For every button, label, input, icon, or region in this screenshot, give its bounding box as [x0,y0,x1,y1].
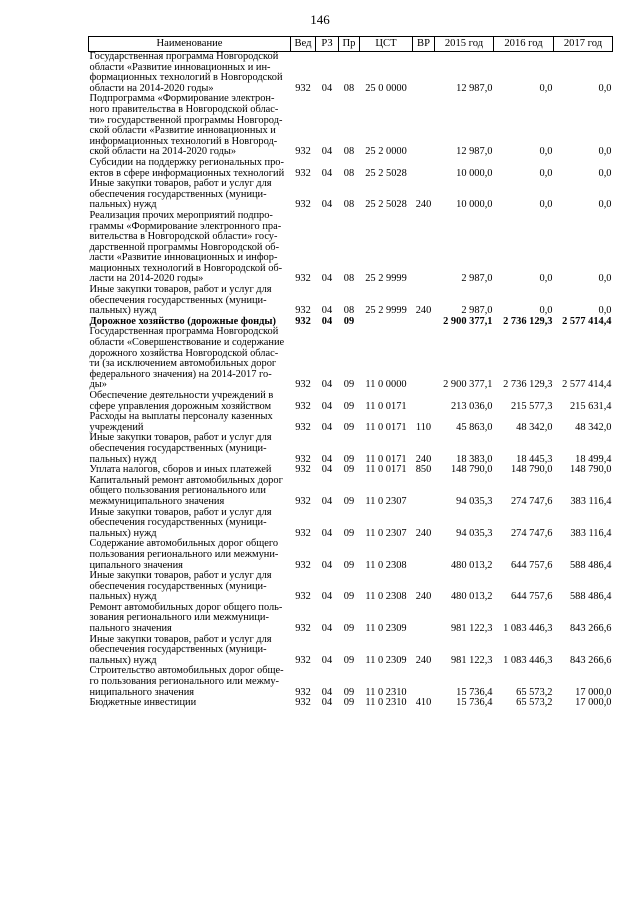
cell-name-line: пальных) нужд [89,654,157,666]
cell-2016: 0,0 [539,167,553,179]
cell-name-line: пальных) нужд [89,591,157,603]
cell-2017: 17 000,0 [575,697,612,709]
cell-2016: 274 747,6 [510,527,553,539]
cell-vr [413,327,435,391]
cell-vr [413,158,435,179]
cell-vr [413,476,435,508]
cell-pr: 09 [343,495,355,507]
cell-rz: 04 [321,379,333,391]
cell-rz: 04 [321,305,333,317]
cell-rz: 04 [321,400,333,412]
cell-name [89,158,291,179]
cell-ved: 932 [295,146,311,158]
cell-name-line: межмуниципального значения [89,495,225,507]
cell-cst: 11 0 2307 [365,527,407,539]
cell-pr: 09 [343,464,355,476]
cell-vr: 240 [415,654,432,666]
cell-2015: 981 122,3 [450,623,493,635]
cell-name-line: ти (за исключением автомобильных дорог [89,358,277,370]
cell-name-line: Обеспечение деятельности учреждений в [89,390,274,401]
cell-cst: 25 2 5028 [365,199,407,211]
budget-table [88,36,613,709]
table-row [89,508,613,540]
cell-2015: 2 900 377,1 [443,379,493,391]
cell-name-line: Реализация прочих мероприятий подпро- [89,209,273,221]
cell-vr: 240 [415,305,432,317]
cell-cst: 25 2 0000 [365,146,407,158]
cell-vr [413,391,435,412]
cell-name-line: обеспечения государственных (муници- [89,644,267,656]
cell-2017: 0,0 [598,82,612,94]
cell-name [89,698,291,709]
cell-vr [413,52,435,95]
cell-2016: 644 757,6 [510,591,553,603]
table-row [89,698,613,709]
cell-vr: 240 [415,527,432,539]
cell-vr [413,317,435,328]
cell-2017: 2 577 414,4 [562,315,612,327]
cell-2016: 2 736 129,3 [503,379,553,391]
cell-name [89,391,291,412]
cell-ved: 932 [295,379,311,391]
cell-2017: 17 000,0 [575,686,612,698]
cell-ved: 932 [295,82,311,94]
cell-name [89,211,291,285]
cell-name-line: го пользования регионального или межму- [89,676,280,688]
header-rz: РЗ [316,37,339,52]
cell-2015: 15 736,4 [456,686,493,698]
cell-name [89,508,291,540]
table-row [89,433,613,465]
cell-ved: 932 [295,421,311,433]
cell-rz: 04 [321,421,333,433]
cell-2016: 1 083 446,3 [503,654,553,666]
cell-name-line: обеспечения государственных (муници- [89,294,267,306]
header-2015: 2015 год [435,37,494,52]
cell-name-line: ектов в сфере информационных технологий [89,167,285,179]
cell-rz: 04 [321,495,333,507]
cell-rz: 04 [321,623,333,635]
cell-ved: 932 [295,273,311,285]
cell-name-line: ды» [89,379,107,391]
cell-2016: 0,0 [539,82,553,94]
table-row [89,285,613,317]
cell-2017: 0,0 [598,146,612,158]
cell-2016: 274 747,6 [510,495,553,507]
table-row [89,476,613,508]
cell-vr [413,94,435,158]
header-2017: 2017 год [554,37,613,52]
cell-pr: 09 [343,379,355,391]
cell-cst: 11 0 2310 [365,686,407,698]
cell-pr: 09 [343,400,355,412]
cell-rz: 04 [321,82,333,94]
cell-pr: 08 [343,167,355,179]
cell-name-line: Иные закупки товаров, работ и услуг для [89,570,272,582]
table-row [89,94,613,158]
cell-name-line: учреждений [89,421,144,433]
cell-2015: 148 790,0 [450,464,493,476]
cell-ved: 932 [295,559,311,571]
cell-2015: 480 013,2 [450,559,493,571]
cell-2016: 48 342,0 [516,421,553,433]
cell-name-line: Ремонт автомобильных дорог общего поль- [89,601,283,613]
cell-2015: 12 987,0 [456,82,493,94]
cell-rz: 04 [321,559,333,571]
cell-2016: 65 573,2 [516,686,553,698]
cell-cst: 25 2 5028 [365,167,407,179]
cell-name-line: формационных технологий в Новгородской [89,72,283,84]
cell-2015: 94 035,3 [456,527,493,539]
table-row [89,52,613,95]
cell-name-line: обеспечения государственных (муници- [89,188,267,200]
cell-name [89,571,291,603]
cell-2015: 15 736,4 [456,697,493,709]
cell-name-line: Капитальный ремонт автомобильных дорог [89,474,283,486]
cell-2017: 48 342,0 [575,421,612,433]
cell-name [89,179,291,211]
cell-2017: 843 266,6 [569,654,612,666]
cell-cst: 25 2 9999 [365,273,407,285]
cell-name-line: общего пользования регионального или [89,485,266,497]
cell-name-line: Строительство автомобильных дорог обще- [89,665,284,677]
cell-2016: 1 083 446,3 [503,623,553,635]
cell-name-line: ласти на 2014-2020 годы» [89,273,204,285]
cell-2017: 383 116,4 [570,495,612,507]
cell-2016: 0,0 [539,146,553,158]
table-row [89,539,613,571]
cell-name-line: обеспечения государственных (муници- [89,517,267,529]
cell-2017: 2 577 414,4 [562,379,612,391]
cell-vr [413,211,435,285]
cell-cst: 11 0 2309 [365,654,407,666]
cell-ved: 932 [295,167,311,179]
cell-name-line: области «Совершенствование и содержание [89,337,285,349]
cell-2017: 148 790,0 [569,464,612,476]
cell-name [89,433,291,465]
cell-cst: 11 0 0171 [365,453,407,465]
cell-vr [413,539,435,571]
cell-name-line: дорожного хозяйства Новгородской облас- [89,347,279,359]
table-body [89,52,613,709]
cell-name [89,285,291,317]
cell-name-line: Иные закупки товаров, работ и услуг для [89,178,272,190]
cell-2017: 0,0 [598,167,612,179]
cell-cst: 11 0 0171 [365,464,407,476]
cell-2017: 588 486,4 [569,591,612,603]
cell-ved: 932 [295,464,311,476]
cell-name-line: ципального значения [89,559,183,571]
cell-2016: 148 790,0 [510,464,553,476]
cell-rz: 04 [321,591,333,603]
table-header-row [89,37,613,52]
cell-vr: 110 [415,421,432,433]
cell-2015: 45 863,0 [456,421,493,433]
cell-vr: 240 [415,591,432,603]
cell-ved: 932 [295,400,311,412]
cell-2017: 18 499,4 [575,453,612,465]
cell-name-line: мационных технологий в Новгородской об- [89,262,283,274]
cell-name-line: пальных) нужд [89,305,157,317]
cell-pr: 09 [343,654,355,666]
cell-name [89,52,291,95]
cell-rz: 04 [321,527,333,539]
cell-cst: 11 0 2310 [365,697,407,709]
cell-name-line: дарственной программы Новгородской об- [89,241,280,253]
cell-name-line: ниципального значения [89,686,195,698]
cell-pr: 09 [343,421,355,433]
cell-vr: 240 [415,453,432,465]
cell-2017: 0,0 [598,199,612,211]
cell-pr: 08 [343,82,355,94]
cell-cst: 25 0 0000 [365,82,407,94]
cell-name [89,327,291,391]
header-vr: ВР [413,37,435,52]
cell-name-line: обеспечения государственных (муници- [89,580,267,592]
cell-cst: 11 0 0171 [365,421,407,433]
cell-cst: 11 0 0000 [365,379,407,391]
cell-name-line: сфере управления дорожным хозяйством [89,400,272,412]
cell-cst: 11 0 2307 [365,495,407,507]
cell-name-line: Государственная программа Новгородской [89,51,279,62]
cell-2015: 480 013,2 [450,591,493,603]
cell-name-line: пальных) нужд [89,527,157,539]
cell-pr: 09 [343,686,355,698]
table-row [89,412,613,433]
cell-name-line: области «Развитие инновационных и ин- [89,61,271,73]
cell-ved: 932 [295,697,311,709]
cell-2015: 213 036,0 [450,400,493,412]
cell-rz: 04 [321,273,333,285]
cell-2017: 383 116,4 [570,527,612,539]
table-row [89,571,613,603]
cell-2017: 215 631,4 [569,400,612,412]
cell-2015: 981 122,3 [450,654,493,666]
cell-name [89,412,291,433]
cell-ved: 932 [295,453,311,465]
cell-name-line: зования регионального или межмуници- [89,612,269,624]
cell-name-line: Иные закупки товаров, работ и услуг для [89,284,272,296]
cell-rz: 04 [321,686,333,698]
cell-cst: 11 0 2308 [365,591,407,603]
table-row [89,179,613,211]
cell-ved: 932 [295,199,311,211]
cell-pr: 08 [343,273,355,285]
table-row [89,327,613,391]
cell-vr: 850 [415,464,432,476]
cell-2016: 0,0 [539,273,553,285]
cell-name-line: Уплата налогов, сборов и иных платежей [89,464,272,476]
cell-cst: 25 2 9999 [365,305,407,317]
cell-ved: 932 [295,495,311,507]
cell-2015: 94 035,3 [456,495,493,507]
cell-ved: 932 [295,305,311,317]
table-row [89,391,613,412]
header-ved: Вед [291,37,316,52]
cell-rz: 04 [321,315,333,327]
cell-pr: 09 [343,315,355,327]
cell-2015: 2 987,0 [461,273,493,285]
cell-pr: 09 [343,527,355,539]
cell-pr: 09 [343,559,355,571]
cell-name [89,635,291,667]
table-row [89,635,613,667]
cell-pr: 09 [343,697,355,709]
cell-name-line: Бюджетные инвестиции [89,697,197,709]
cell-name-line: Иные закупки товаров, работ и услуг для [89,633,272,645]
cell-pr: 08 [343,305,355,317]
cell-name-line: пальных) нужд [89,453,157,465]
cell-rz: 04 [321,146,333,158]
cell-name-line: информационных технологий в Новгород- [89,135,278,147]
cell-ved: 932 [295,527,311,539]
cell-2016: 644 757,6 [510,559,553,571]
cell-name-line: ской области на 2014-2020 годы» [89,146,237,158]
cell-rz: 04 [321,453,333,465]
table-row [89,666,613,698]
cell-cst: 11 0 2309 [365,623,407,635]
cell-name-line: Подпрограмма «Формирование электрон- [89,93,275,105]
cell-name [89,539,291,571]
cell-name-line: Государственная программа Новгородской [89,326,279,338]
cell-2015: 12 987,0 [456,146,493,158]
cell-pr: 09 [343,623,355,635]
cell-vr [413,603,435,635]
header-pr: Пр [339,37,360,52]
cell-2015: 10 000,0 [456,199,493,211]
cell-name-line: Расходы на выплаты персоналу казенных [89,411,273,423]
cell-2015: 18 383,0 [456,453,493,465]
cell-rz: 04 [321,464,333,476]
cell-2015: 10 000,0 [456,167,493,179]
cell-vr: 410 [415,697,432,709]
table-row [89,158,613,179]
cell-2017: 588 486,4 [569,559,612,571]
cell-cst: 11 0 2308 [365,559,407,571]
cell-2015: 2 987,0 [461,305,493,317]
page-number: 146 [310,12,330,27]
cell-name-line: Иные закупки товаров, работ и услуг для [89,506,272,518]
cell-vr: 240 [415,199,432,211]
cell-ved: 932 [295,654,311,666]
header-cst: ЦСТ [360,37,413,52]
cell-name [89,476,291,508]
cell-name-line: пользования регионального или межмуни- [89,548,279,560]
cell-name-line: ного правительства в Новгородской облас- [89,103,279,115]
cell-ved: 932 [295,315,311,327]
cell-name-line: граммы «Формирование электронного пра- [89,220,282,232]
cell-2016: 18 445,3 [516,453,553,465]
cell-name-line: обеспечения государственных (муници- [89,442,267,454]
cell-name-line: ти» государственной программы Новгород- [89,114,283,126]
cell-2016: 215 577,3 [510,400,553,412]
cell-name-line: ской области «Развитие инновационных и [89,125,276,137]
cell-cst: 11 0 0171 [365,400,407,412]
cell-2016: 0,0 [539,305,553,317]
cell-rz: 04 [321,654,333,666]
cell-cst [360,317,413,328]
cell-vr [413,666,435,698]
cell-2017: 843 266,6 [569,623,612,635]
cell-rz: 04 [321,697,333,709]
cell-pr: 09 [343,453,355,465]
cell-2017: 0,0 [598,273,612,285]
cell-2015: 2 900 377,1 [443,315,493,327]
cell-ved: 932 [295,686,311,698]
cell-name [89,603,291,635]
cell-rz: 04 [321,199,333,211]
header-2016: 2016 год [494,37,554,52]
cell-name [89,94,291,158]
cell-name-line: Содержание автомобильных дорог общего [89,538,279,550]
cell-2017: 0,0 [598,305,612,317]
cell-2016: 0,0 [539,199,553,211]
cell-ved: 932 [295,591,311,603]
cell-rz: 04 [321,167,333,179]
cell-name-line: пальных) нужд [89,199,157,211]
cell-2016: 65 573,2 [516,697,553,709]
cell-name-line: Дорожное хозяйство (дорожные фонды) [89,315,276,327]
cell-ved: 932 [295,623,311,635]
cell-name-line: пального значения [89,623,172,635]
cell-name-line: области на 2014-2020 годы» [89,82,214,94]
cell-2016: 2 736 129,3 [503,315,553,327]
cell-name-line: вительства в Новгородской области» госу- [89,231,278,243]
table-row [89,603,613,635]
cell-name-line: Иные закупки товаров, работ и услуг для [89,432,272,444]
table-row [89,211,613,285]
cell-name-line: федерального значения) на 2014-2017 го- [89,368,272,380]
cell-name-line: Субсидии на поддержку региональных про- [89,156,284,168]
header-name: Наименование [89,37,291,52]
cell-pr: 08 [343,146,355,158]
cell-pr: 08 [343,199,355,211]
cell-pr: 09 [343,591,355,603]
cell-name-line: ласти «Развитие инновационных и инфор- [89,252,278,264]
cell-name [89,666,291,698]
